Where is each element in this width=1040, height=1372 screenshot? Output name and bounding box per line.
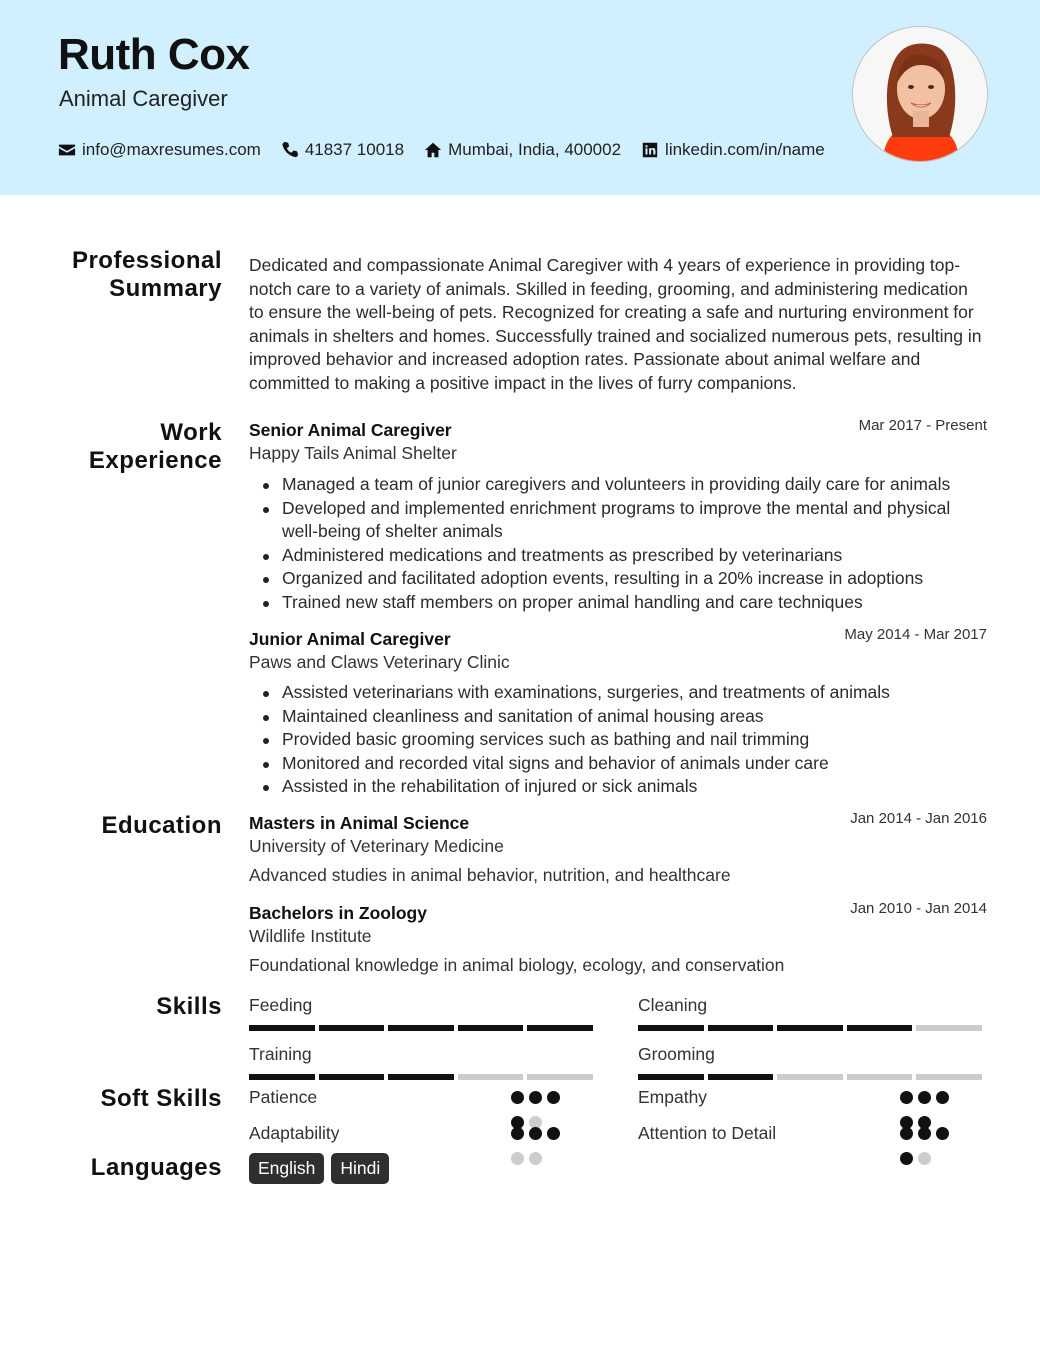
soft-skill-label: Empathy: [638, 1087, 708, 1107]
rating-dot: [511, 1091, 524, 1104]
education-degree: Masters in Animal Science: [249, 813, 470, 833]
education-entry: [249, 902, 987, 977]
experience-heading-line1: Work: [160, 419, 222, 446]
list-item: Organized and facilitated adoption events, resulting in a 20% increase in adoptions: [261, 567, 987, 591]
soft-skill-label: Patience: [249, 1087, 318, 1107]
header-banner: [0, 0, 1040, 195]
list-item: Assisted in the rehabilitation of injured or sick animals: [261, 775, 987, 799]
skill-bar-segment: [777, 1074, 843, 1080]
skill-bar: [638, 1074, 986, 1080]
skill-bar: [249, 1025, 597, 1031]
list-item: Administered medications and treatments as prescribed by veterinarians: [261, 544, 987, 568]
skill-label: Feeding: [249, 995, 313, 1015]
skill-item: [249, 994, 597, 1031]
rating-dot: [511, 1127, 524, 1140]
skills-heading: Skills: [156, 993, 222, 1020]
rating-dot: [529, 1127, 542, 1140]
job-header: [249, 628, 987, 651]
list-item: Assisted veterinarians with examinations, surgeries, and treatments of animals: [261, 681, 987, 705]
rating-dots: [511, 1127, 581, 1177]
skill-bar: [638, 1025, 986, 1031]
rating-dot: [547, 1127, 560, 1140]
rating-dots: [900, 1127, 970, 1177]
linkedin-icon: [641, 141, 659, 159]
skill-bar-segment: [388, 1025, 454, 1031]
contact-row: [58, 139, 845, 161]
language-tag-english: English: [249, 1153, 324, 1184]
skill-bar-segment: [638, 1074, 704, 1080]
list-item: Monitored and recorded vital signs and behavior of animals under care: [261, 752, 987, 776]
rating-dot: [529, 1091, 542, 1104]
job-header: [249, 419, 987, 442]
profile-photo: [852, 26, 988, 162]
soft-skill-label: Attention to Detail: [638, 1123, 777, 1143]
job-entry: [249, 419, 987, 614]
rating-dot: [918, 1091, 931, 1104]
contact-phone[interactable]: [281, 140, 404, 160]
education-desc: Foundational knowledge in animal biology, ecology, and conservation: [249, 955, 785, 975]
skill-bar-segment: [249, 1074, 315, 1080]
summary-heading-line2: Summary: [109, 275, 222, 302]
languages-heading: Languages: [90, 1154, 222, 1181]
contact-phone-text: 41837 10018: [304, 140, 405, 159]
contact-location-text: Mumbai, India, 400002: [448, 140, 622, 159]
skill-bar-segment: [527, 1025, 593, 1031]
rating-dot: [936, 1091, 949, 1104]
skill-bar-segment: [388, 1074, 454, 1080]
contact-email-text: info@maxresumes.com: [82, 140, 261, 159]
list-item: Maintained cleanliness and sanitation of animal housing areas: [261, 705, 987, 729]
skill-bar-segment: [319, 1025, 385, 1031]
education-entry: [249, 812, 987, 887]
phone-icon: [281, 141, 299, 159]
rating-dot: [900, 1152, 913, 1165]
education-dates: Jan 2010 - Jan 2014: [850, 900, 987, 917]
job-org: Paws and Claws Veterinary Clinic: [249, 652, 510, 672]
summary-heading: [72, 247, 222, 303]
skill-bar-segment: [638, 1025, 704, 1031]
soft-skill-item: [638, 1086, 986, 1108]
education-dates: Jan 2014 - Jan 2016: [850, 810, 987, 827]
skill-label: Training: [249, 1044, 312, 1064]
skill-bar-segment: [847, 1074, 913, 1080]
soft-skill-item: [249, 1122, 597, 1144]
home-icon: [424, 141, 442, 159]
skill-bar-segment: [916, 1025, 982, 1031]
soft-skill-item: [249, 1086, 597, 1108]
rating-dot: [529, 1152, 542, 1165]
rating-dot: [900, 1091, 913, 1104]
education-header: [249, 812, 987, 835]
education-degree: Bachelors in Zoology: [249, 903, 427, 923]
list-item: Provided basic grooming services such as bathing and nail trimming: [261, 728, 987, 752]
skill-bar-segment: [708, 1025, 774, 1031]
skill-bar-segment: [916, 1074, 982, 1080]
skill-bar: [249, 1074, 597, 1080]
candidate-name: Ruth Cox: [58, 30, 250, 79]
candidate-title: Animal Caregiver: [59, 86, 228, 111]
job-dates: Mar 2017 - Present: [858, 417, 987, 434]
education-heading: Education: [101, 812, 222, 839]
experience-heading: [89, 419, 222, 475]
skill-item: [638, 1043, 986, 1080]
skill-bar-segment: [458, 1074, 524, 1080]
skill-bar-segment: [249, 1025, 315, 1031]
rating-dot: [936, 1127, 949, 1140]
rating-dot: [918, 1127, 931, 1140]
skill-bar-segment: [319, 1074, 385, 1080]
summary-section: [249, 254, 987, 395]
list-item: Developed and implemented enrichment programs to improve the mental and physical well-being of shelter animals: [261, 497, 987, 544]
job-dates: May 2014 - Mar 2017: [844, 626, 987, 643]
contact-linkedin-text: linkedin.com/in/name: [665, 140, 825, 159]
language-tags: [249, 1153, 396, 1184]
soft-skills-heading: Soft Skills: [100, 1085, 222, 1112]
language-tag-hindi: Hindi: [331, 1153, 389, 1184]
rating-dot: [918, 1152, 931, 1165]
job-org: Happy Tails Animal Shelter: [249, 443, 457, 463]
job-bullets: [261, 473, 987, 614]
education-school: University of Veterinary Medicine: [249, 836, 504, 856]
soft-skill-item: [638, 1122, 986, 1144]
rating-dot: [900, 1127, 913, 1140]
contact-email[interactable]: [58, 140, 261, 160]
skill-item: [249, 1043, 597, 1080]
education-header: [249, 902, 987, 925]
education-school: Wildlife Institute: [249, 926, 372, 946]
summary-heading-line1: Professional: [71, 247, 222, 274]
contact-linkedin[interactable]: [641, 140, 825, 160]
job-role: Senior Animal Caregiver: [249, 420, 452, 440]
skill-bar-segment: [847, 1025, 913, 1031]
summary-text: Dedicated and compassionate Animal Caregiver with 4 years of experience in providing top-notch care to a variety of animals. Skilled in feeding, grooming, and administering medication to ensure the well-being of pets. Recognized for creating a safe and nurturing environment for animals in shelters and homes. Successfully trained and socialized numerous pets, resulting in improved behavior and increased adoption rates. Passionate about animal welfare and committed to making a positive impact in the lives of furry companions.: [249, 255, 982, 393]
skill-bar-segment: [458, 1025, 524, 1031]
list-item: Managed a team of junior caregivers and volunteers in providing daily care for animals: [261, 473, 987, 497]
skill-bar-segment: [777, 1025, 843, 1031]
rating-dot: [547, 1091, 560, 1104]
job-bullets: [261, 681, 987, 799]
contact-location[interactable]: [424, 140, 621, 160]
job-entry: [249, 628, 987, 799]
list-item: Trained new staff members on proper animal handling and care techniques: [261, 591, 987, 615]
skill-label: Grooming: [638, 1044, 715, 1064]
skill-bar-segment: [708, 1074, 774, 1080]
job-role: Junior Animal Caregiver: [249, 629, 451, 649]
experience-heading-line2: Experience: [88, 447, 222, 474]
education-desc: Advanced studies in animal behavior, nutrition, and healthcare: [249, 865, 731, 885]
skill-bar-segment: [527, 1074, 593, 1080]
soft-skill-label: Adaptability: [249, 1123, 340, 1143]
rating-dot: [511, 1152, 524, 1165]
envelope-icon: [58, 141, 76, 159]
skill-label: Cleaning: [638, 995, 708, 1015]
skill-item: [638, 994, 986, 1031]
